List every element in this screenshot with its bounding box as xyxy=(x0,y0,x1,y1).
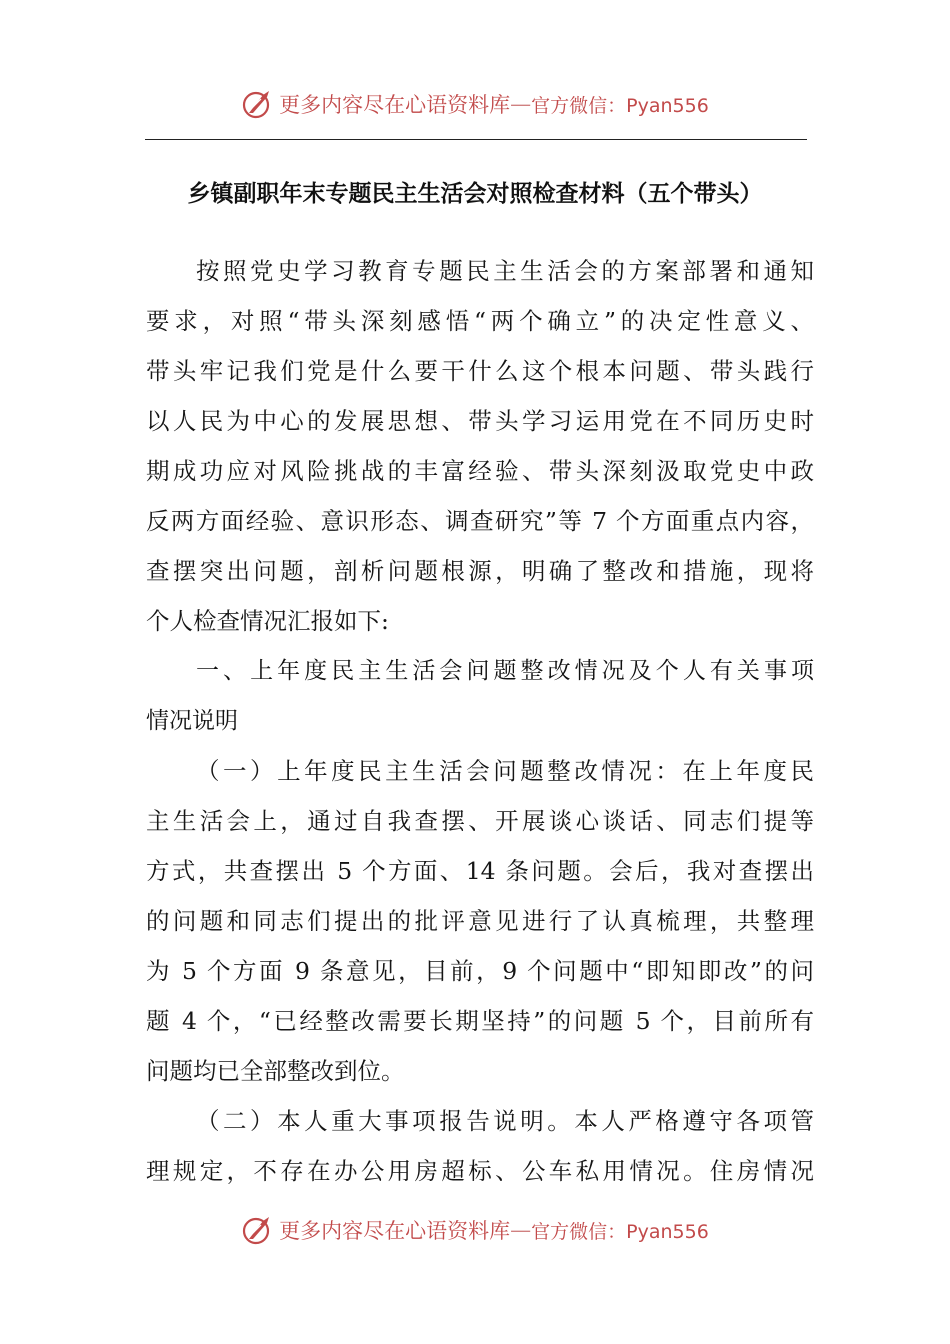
footer-banner xyxy=(0,1210,950,1250)
body-line: （二）本人重大事项报告说明。本人严格遵守各项管 xyxy=(196,1107,814,1135)
section-heading-cont: 情况说明 xyxy=(146,708,238,734)
body-line: 题 4 个，“已经整改需要长期坚持”的问题 5 个，目前所有 xyxy=(146,1007,814,1035)
body-line: 期成功应对风险挑战的丰富经验、带头深刻汲取党史中政 xyxy=(146,457,814,485)
body-line: 按照党史学习教育专题民主生活会的方案部署和通知 xyxy=(196,257,814,285)
section-heading: 一、上年度民主生活会问题整改情况及个人有关事项 xyxy=(196,658,814,684)
header-banner xyxy=(0,84,950,124)
body-line: 以人民为中心的发展思想、带头学习运用党在不同历史时 xyxy=(146,407,814,435)
body-line: （一）上年度民主生活会问题整改情况：在上年度民 xyxy=(196,757,814,785)
body-line: 查摆突出问题，剖析问题根源，明确了整改和措施，现将 xyxy=(146,557,814,585)
document-body xyxy=(146,246,814,1196)
body-line: 方式，共查摆出 5 个方面、14 条问题。会后，我对查摆出 xyxy=(146,857,814,885)
banner-site-text: 更多内容尽在心语资料库 xyxy=(279,1219,511,1243)
banner-dash: — xyxy=(510,92,532,116)
body-line: 理规定，不存在办公用房超标、公车私用情况。住房情况 xyxy=(146,1157,814,1185)
body-line: 个人检查情况汇报如下: xyxy=(146,607,389,635)
document-title: 乡镇副职年末专题民主生活会对照检查材料（五个带头） xyxy=(187,181,763,207)
header-rule xyxy=(145,139,807,140)
banner-dash: — xyxy=(510,1218,532,1242)
body-line: 主生活会上，通过自我查摆、开展谈心谈话、同志们提等 xyxy=(146,807,814,835)
body-line: 反两方面经验、意识形态、调查研究”等 7 个方面重点内容， xyxy=(146,507,814,535)
body-line: 的问题和同志们提出的批评意见进行了认真梳理，共整理 xyxy=(146,907,814,935)
banner-wechat-text: 官方微信：Pyan556 xyxy=(531,94,709,117)
banner-wechat-text: 官方微信：Pyan556 xyxy=(531,1220,709,1243)
body-line: 为 5 个方面 9 条意见，目前，9 个问题中“即知即改”的问 xyxy=(146,957,814,985)
body-line: 带头牢记我们党是什么要干什么这个根本问题、带头践行 xyxy=(146,357,814,385)
banner-site-text: 更多内容尽在心语资料库 xyxy=(279,93,511,117)
quill-pen-logo-icon xyxy=(241,1213,275,1247)
body-line: 问题均已全部整改到位。 xyxy=(146,1057,405,1085)
quill-pen-logo-icon xyxy=(241,87,275,121)
body-line: 要求，对照“带头深刻感悟“两个确立”的决定性意义、 xyxy=(146,307,814,335)
